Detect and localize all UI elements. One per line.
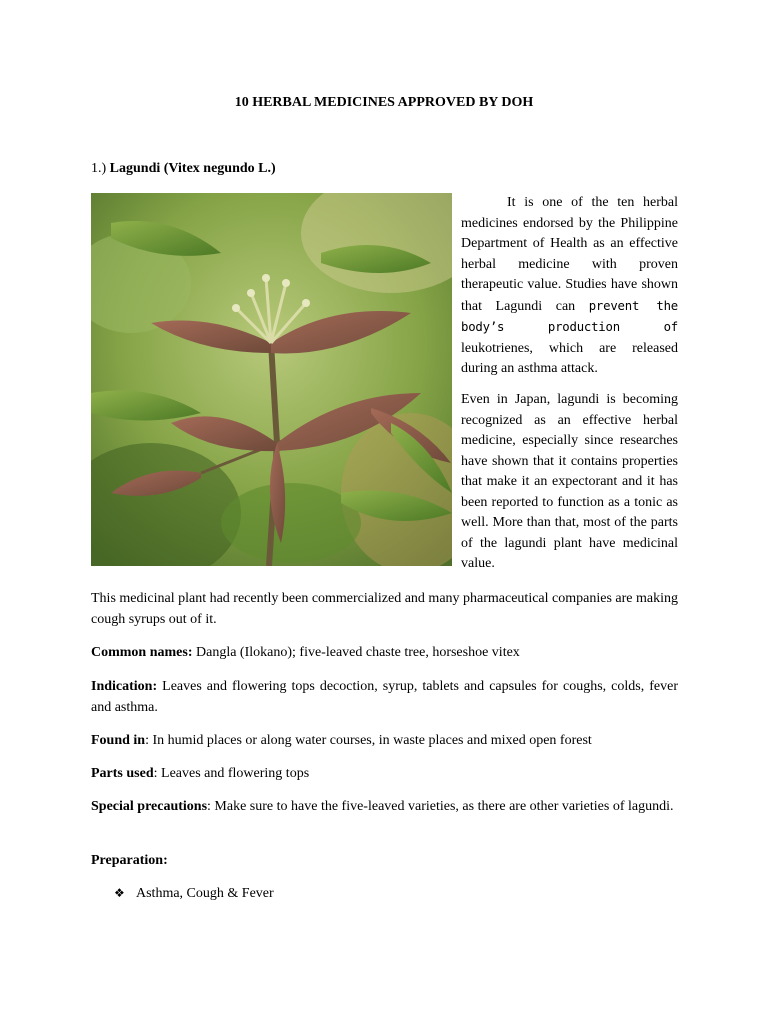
section-number: 1.) bbox=[91, 161, 107, 176]
section-plant-name: Lagundi (Vitex negundo L.) bbox=[109, 161, 276, 176]
intro-paragraph bbox=[461, 193, 678, 380]
indication-label: Indication: bbox=[91, 679, 158, 694]
parts-used-value: : Leaves and flowering tops bbox=[153, 766, 310, 781]
japan-paragraph: Even in Japan, lagundi is becoming recognized as an effective herbal medicine, especially since researches have shown that it contains properties that make it an expectorant and it has been reported to function as a tonic as well. More than that, most of the parts of the lagundi plant have medicinal value. bbox=[461, 392, 678, 571]
common-names-label: Common names: bbox=[91, 645, 193, 660]
precautions-label: Special precautions bbox=[91, 799, 208, 814]
diamond-bullet-icon: ❖ bbox=[114, 886, 125, 900]
common-names-value: Dangla (Ilokano); five-leaved chaste tree, horseshoe vitex bbox=[192, 645, 520, 660]
intro-text-part2: prevent the body’s production of bbox=[461, 298, 678, 334]
indication-value: Leaves and flowering tops decoction, syrup, tablets and capsules for coughs, colds, fever and asthma. bbox=[91, 679, 678, 715]
parts-used-paragraph bbox=[91, 764, 678, 785]
list-item bbox=[114, 883, 274, 905]
intro-text-part3: leukotrienes, which are released during an asthma attack. bbox=[461, 340, 678, 376]
found-in-paragraph bbox=[91, 731, 678, 752]
commercialization-paragraph: This medicinal plant had recently been commercialized and many pharmaceutical companies are making cough syrups out of it. bbox=[91, 591, 678, 627]
found-in-label: Found in bbox=[91, 733, 146, 748]
found-in-value: : In humid places or along water courses, in waste places and mixed open forest bbox=[145, 733, 592, 748]
intro-text-part1: It is one of the ten herbal medicines endorsed by the Philippine Department of Health as an effective herbal medicine with proven therapeutic value. Studies have shown that Lagundi can bbox=[461, 195, 678, 314]
parts-used-label: Parts used bbox=[91, 766, 154, 781]
precautions-value: : Make sure to have the five-leaved varieties, as there are other varieties of lagundi. bbox=[207, 799, 674, 814]
section-heading bbox=[91, 159, 276, 180]
bullet-text: Asthma, Cough & Fever bbox=[136, 886, 274, 901]
precautions-paragraph bbox=[91, 797, 678, 818]
common-names-paragraph bbox=[91, 643, 678, 664]
preparation-label: Preparation: bbox=[91, 853, 168, 868]
indication-paragraph bbox=[91, 677, 678, 718]
preparation-heading bbox=[91, 851, 678, 872]
lagundi-plant-photo bbox=[91, 193, 452, 566]
document-title: 10 HERBAL MEDICINES APPROVED BY DOH bbox=[234, 95, 534, 110]
